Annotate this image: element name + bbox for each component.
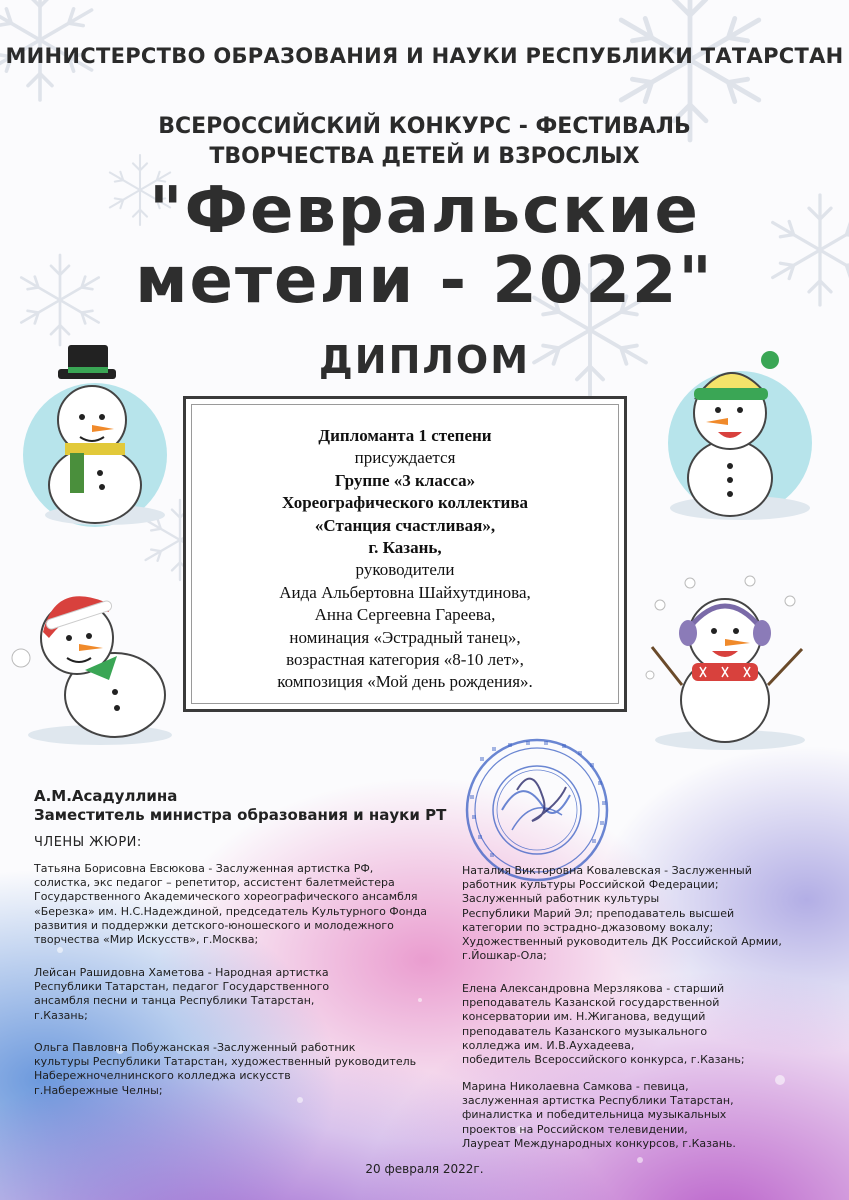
award-awarded: присуждается — [354, 448, 456, 468]
festival-title — [0, 176, 849, 316]
award-composition: композиция «Мой день рождения». — [277, 672, 533, 692]
award-collective-type: Хореографического коллектива — [281, 493, 529, 513]
festival-title-line-1: "Февральские — [149, 174, 700, 248]
signer-title: Заместитель министра образования и науки РТ — [34, 806, 447, 824]
award-nomination: номинация «Эстрадный танец», — [289, 627, 521, 647]
signer-name: А.М.Асадуллина — [34, 787, 178, 805]
award-leader-2: Анна Сергеевна Гареева, — [314, 605, 496, 625]
award-text-block — [183, 425, 627, 694]
snowman-santa-hat-illustration — [5, 580, 180, 750]
jury-member: Ольга Павловна Побужанская -Заслуженный работник культуры Республики Татарстан, художественный руководитель Набережночелнинского колледжа искусств г.Набережные Челны; — [34, 1041, 417, 1097]
contest-line-1: ВСЕРОССИЙСКИЙ КОНКУРС - ФЕСТИВАЛЬ — [158, 114, 691, 139]
jury-member: Елена Александровна Мерзлякова - старший преподаватель Казанской государственной консерватории им. Н.Жиганова, ведущий преподаватель Казанского музыкального колледжа им. И.В.Аухадеева, победитель Всероссийского конкурса, г.Казань; — [462, 982, 745, 1067]
award-degree: Дипломанта 1 степени — [318, 426, 492, 445]
ministry-heading: МИНИСТЕРСТВО ОБРАЗОВАНИЯ И НАУКИ РЕСПУБЛИКИ ТАТАРСТАН — [5, 44, 844, 68]
award-city: г. Казань, — [368, 538, 442, 558]
award-collective-name: «Станция счастливая», — [314, 515, 496, 535]
document-date: 20 февраля 2022г. — [365, 1162, 484, 1176]
award-leaders-label: руководители — [355, 560, 455, 580]
document-type-heading: ДИПЛОМ — [318, 338, 531, 382]
jury-member: Марина Николаевна Самкова - певица, заслуженная артистка Республики Татарстан, финалистка и победительница музыкальных проектов на Российском телевидении, Лауреат Международных конкурсов, г.Казань. — [462, 1080, 736, 1150]
contest-heading — [0, 112, 849, 172]
round-seal-icon — [462, 735, 612, 885]
jury-title: ЧЛЕНЫ ЖЮРИ: — [34, 835, 142, 850]
award-group: Группе «3 класса» — [334, 470, 476, 490]
award-age-category: возрастная категория «8-10 лет», — [286, 650, 524, 670]
jury-member: Лейсан Рашидовна Хаметова - Народная артистка Республики Татарстан, педагог Государственного ансамбля песни и танца Республики Татарстан, г.Казань; — [34, 966, 330, 1022]
contest-line-2: ТВОРЧЕСТВА ДЕТЕЙ И ВЗРОСЛЫХ — [209, 144, 640, 169]
festival-title-line-2: метели - 2022" — [135, 244, 714, 318]
jury-member: Наталия Викторовна Ковалевская - Заслуженный работник культуры Российской Федерации; Заслуженный работник культуры Республики Марий Эл; преподаватель высшей категории по эстрадно-джазовому вокалу; Художественный руководитель ДК Российской Армии, г.Йошкар-Ола; — [462, 864, 782, 963]
jury-member: Татьяна Борисовна Евсюкова - Заслуженная артистка РФ, солистка, экс педагог – репетитор, ассистент балетмейстера Государственного Академического хореографического ансамбля «Березка» им. Н.С.Надеждиной, председатель Культурного Фонда развития и поддержки детского-юношеского и молодежного творчества «Мир Искусств», г.Москва; — [34, 862, 428, 947]
snowman-earmuffs-illustration — [630, 575, 825, 755]
award-leader-1: Аида Альбертовна Шайхутдинова, — [279, 582, 531, 602]
